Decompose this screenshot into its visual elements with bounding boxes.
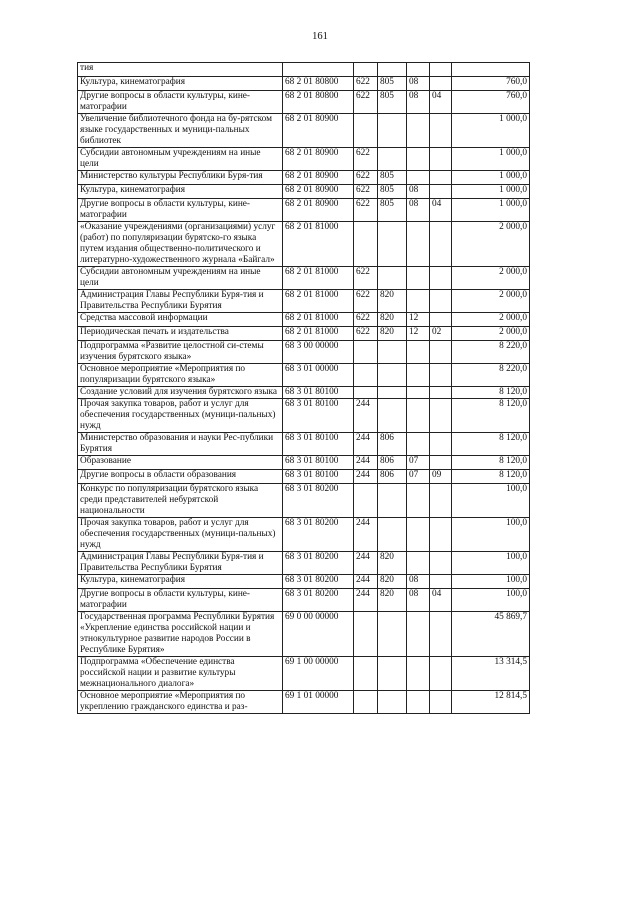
cell-name: Подпрограмма «Развитие целостной си-стемы изучения бурятского языка» bbox=[78, 341, 283, 364]
cell-section bbox=[407, 691, 430, 714]
cell-kvr bbox=[354, 341, 378, 364]
table-row bbox=[78, 341, 530, 364]
cell-section bbox=[407, 267, 430, 290]
cell-ministry: 806 bbox=[378, 470, 407, 484]
cell-section: 08 bbox=[407, 575, 430, 589]
cell-name: Министерство образования и науки Рес-публики Бурятия bbox=[78, 433, 283, 456]
cell-name: Другие вопросы в области культуры, кине-матографии bbox=[78, 589, 283, 612]
cell-amount: 8 120,0 bbox=[452, 433, 530, 456]
cell-amount: 1 000,0 bbox=[452, 185, 530, 199]
cell-kvr: 244 bbox=[354, 399, 378, 433]
cell-amount: 100,0 bbox=[452, 518, 530, 552]
cell-ministry bbox=[378, 114, 407, 148]
cell-kvr: 244 bbox=[354, 575, 378, 589]
table-row bbox=[78, 222, 530, 267]
table-row bbox=[78, 91, 530, 114]
cell-name: Образование bbox=[78, 456, 283, 470]
cell-kvr: 622 bbox=[354, 91, 378, 114]
cell-code: 68 3 01 80200 bbox=[283, 484, 354, 518]
cell-code: 68 3 01 80100 bbox=[283, 456, 354, 470]
cell-subsection bbox=[430, 63, 452, 77]
cell-code: 68 3 01 80200 bbox=[283, 552, 354, 575]
table-row bbox=[78, 575, 530, 589]
cell-subsection bbox=[430, 341, 452, 364]
cell-subsection bbox=[430, 518, 452, 552]
cell-ministry bbox=[378, 484, 407, 518]
cell-kvr: 622 bbox=[354, 199, 378, 222]
cell-code: 69 1 01 00000 bbox=[283, 691, 354, 714]
cell-ministry: 805 bbox=[378, 77, 407, 91]
cell-section bbox=[407, 399, 430, 433]
cell-name: Прочая закупка товаров, работ и услуг для обеспечения государственных (муници-пальных) нужд bbox=[78, 518, 283, 552]
cell-subsection bbox=[430, 290, 452, 313]
cell-subsection bbox=[430, 171, 452, 185]
cell-amount: 12 814,5 bbox=[452, 691, 530, 714]
cell-subsection bbox=[430, 77, 452, 91]
cell-ministry bbox=[378, 387, 407, 399]
cell-name: «Оказание учреждениями (организациями) услуг (работ) по популяризации бурятско-го языка путем издания общественно-политического и литературно-художественного журнала «Байгал» bbox=[78, 222, 283, 267]
cell-ministry: 805 bbox=[378, 91, 407, 114]
cell-code: 68 2 01 80900 bbox=[283, 114, 354, 148]
cell-subsection bbox=[430, 612, 452, 657]
cell-amount: 1 000,0 bbox=[452, 171, 530, 185]
budget-table-body bbox=[78, 63, 530, 714]
cell-ministry: 820 bbox=[378, 290, 407, 313]
cell-ministry: 806 bbox=[378, 456, 407, 470]
cell-code: 68 2 01 81000 bbox=[283, 290, 354, 313]
cell-code: 68 2 01 80900 bbox=[283, 199, 354, 222]
cell-code: 68 2 01 80900 bbox=[283, 185, 354, 199]
table-row bbox=[78, 364, 530, 387]
table-row bbox=[78, 114, 530, 148]
cell-kvr bbox=[354, 657, 378, 691]
cell-subsection bbox=[430, 657, 452, 691]
table-row bbox=[78, 77, 530, 91]
cell-code: 68 3 01 80100 bbox=[283, 470, 354, 484]
cell-kvr: 244 bbox=[354, 552, 378, 575]
cell-amount: 45 869,7 bbox=[452, 612, 530, 657]
cell-name: Другие вопросы в области образования bbox=[78, 470, 283, 484]
cell-code: 68 3 01 80100 bbox=[283, 433, 354, 456]
cell-kvr: 244 bbox=[354, 589, 378, 612]
cell-code: 68 2 01 81000 bbox=[283, 327, 354, 341]
cell-ministry bbox=[378, 63, 407, 77]
cell-amount: 8 120,0 bbox=[452, 470, 530, 484]
cell-subsection bbox=[430, 399, 452, 433]
cell-name: Основное мероприятие «Мероприятия по укреплению гражданского единства и раз- bbox=[78, 691, 283, 714]
cell-subsection bbox=[430, 114, 452, 148]
cell-subsection bbox=[430, 691, 452, 714]
cell-ministry: 820 bbox=[378, 327, 407, 341]
table-row bbox=[78, 612, 530, 657]
cell-subsection bbox=[430, 364, 452, 387]
cell-section bbox=[407, 63, 430, 77]
cell-section bbox=[407, 114, 430, 148]
cell-section: 08 bbox=[407, 185, 430, 199]
cell-code: 68 3 00 00000 bbox=[283, 341, 354, 364]
cell-section: 08 bbox=[407, 77, 430, 91]
cell-ministry: 805 bbox=[378, 199, 407, 222]
cell-subsection bbox=[430, 575, 452, 589]
cell-code bbox=[283, 63, 354, 77]
cell-name: Средства массовой информации bbox=[78, 313, 283, 327]
cell-subsection: 04 bbox=[430, 199, 452, 222]
cell-code: 68 3 01 80100 bbox=[283, 387, 354, 399]
table-row bbox=[78, 589, 530, 612]
cell-ministry bbox=[378, 612, 407, 657]
cell-section bbox=[407, 290, 430, 313]
cell-section: 08 bbox=[407, 199, 430, 222]
cell-kvr: 622 bbox=[354, 290, 378, 313]
cell-name: Субсидии автономным учреждениям на иные цели bbox=[78, 148, 283, 171]
cell-name: Подпрограмма «Обеспечение единства российской нации и развитие культуры межнационального диалога» bbox=[78, 657, 283, 691]
cell-subsection: 04 bbox=[430, 91, 452, 114]
cell-kvr: 622 bbox=[354, 77, 378, 91]
cell-section bbox=[407, 484, 430, 518]
cell-ministry bbox=[378, 399, 407, 433]
cell-amount: 1 000,0 bbox=[452, 199, 530, 222]
cell-ministry: 820 bbox=[378, 575, 407, 589]
cell-section: 08 bbox=[407, 91, 430, 114]
table-row bbox=[78, 552, 530, 575]
table-row bbox=[78, 63, 530, 77]
cell-amount: 100,0 bbox=[452, 575, 530, 589]
cell-code: 68 2 01 80900 bbox=[283, 148, 354, 171]
cell-kvr: 244 bbox=[354, 433, 378, 456]
cell-ministry bbox=[378, 148, 407, 171]
cell-code: 68 3 01 00000 bbox=[283, 364, 354, 387]
cell-amount: 1 000,0 bbox=[452, 114, 530, 148]
cell-name: Администрация Главы Республики Буря-тия и Правительства Республики Бурятия bbox=[78, 290, 283, 313]
cell-amount: 2 000,0 bbox=[452, 327, 530, 341]
table-row bbox=[78, 657, 530, 691]
cell-subsection bbox=[430, 313, 452, 327]
table-row bbox=[78, 433, 530, 456]
cell-amount: 8 120,0 bbox=[452, 456, 530, 470]
table-row bbox=[78, 518, 530, 552]
cell-section bbox=[407, 341, 430, 364]
cell-subsection bbox=[430, 185, 452, 199]
cell-name: Культура, кинематография bbox=[78, 575, 283, 589]
cell-kvr: 622 bbox=[354, 267, 378, 290]
cell-amount: 8 120,0 bbox=[452, 399, 530, 433]
cell-code: 68 3 01 80200 bbox=[283, 518, 354, 552]
cell-ministry: 820 bbox=[378, 313, 407, 327]
cell-amount: 1 000,0 bbox=[452, 148, 530, 171]
cell-name: Культура, кинематография bbox=[78, 77, 283, 91]
cell-code: 69 1 00 00000 bbox=[283, 657, 354, 691]
cell-kvr: 622 bbox=[354, 171, 378, 185]
table-row bbox=[78, 456, 530, 470]
cell-ministry bbox=[378, 341, 407, 364]
cell-ministry: 805 bbox=[378, 171, 407, 185]
cell-kvr bbox=[354, 612, 378, 657]
cell-subsection bbox=[430, 456, 452, 470]
cell-subsection bbox=[430, 387, 452, 399]
cell-name: Государственная программа Республики Бурятия «Укрепление единства российской нации и этнокультурное развитие народов России в Республике Бурятия» bbox=[78, 612, 283, 657]
cell-subsection bbox=[430, 267, 452, 290]
cell-kvr bbox=[354, 691, 378, 714]
cell-kvr: 622 bbox=[354, 313, 378, 327]
cell-section: 12 bbox=[407, 327, 430, 341]
cell-kvr bbox=[354, 114, 378, 148]
table-row bbox=[78, 399, 530, 433]
cell-subsection bbox=[430, 148, 452, 171]
cell-amount: 13 314,5 bbox=[452, 657, 530, 691]
cell-section bbox=[407, 364, 430, 387]
table-row bbox=[78, 148, 530, 171]
cell-amount: 8 220,0 bbox=[452, 364, 530, 387]
cell-subsection bbox=[430, 222, 452, 267]
cell-code: 68 3 01 80100 bbox=[283, 399, 354, 433]
cell-kvr: 244 bbox=[354, 470, 378, 484]
cell-name: Периодическая печать и издательства bbox=[78, 327, 283, 341]
cell-section bbox=[407, 552, 430, 575]
cell-section bbox=[407, 387, 430, 399]
cell-section bbox=[407, 222, 430, 267]
cell-section bbox=[407, 657, 430, 691]
cell-amount: 8 120,0 bbox=[452, 387, 530, 399]
cell-ministry: 806 bbox=[378, 433, 407, 456]
cell-section: 07 bbox=[407, 456, 430, 470]
cell-code: 68 3 01 80200 bbox=[283, 575, 354, 589]
table-row bbox=[78, 484, 530, 518]
cell-amount: 100,0 bbox=[452, 552, 530, 575]
cell-ministry: 820 bbox=[378, 552, 407, 575]
page-number: 161 bbox=[312, 31, 328, 42]
table-row bbox=[78, 387, 530, 399]
table-row bbox=[78, 327, 530, 341]
cell-kvr bbox=[354, 63, 378, 77]
table-row bbox=[78, 470, 530, 484]
cell-ministry bbox=[378, 364, 407, 387]
cell-amount: 8 220,0 bbox=[452, 341, 530, 364]
cell-name: Министерство культуры Республики Буря-тия bbox=[78, 171, 283, 185]
cell-ministry bbox=[378, 518, 407, 552]
cell-amount: 760,0 bbox=[452, 91, 530, 114]
table-row bbox=[78, 199, 530, 222]
cell-section bbox=[407, 171, 430, 185]
cell-subsection: 04 bbox=[430, 589, 452, 612]
table-row bbox=[78, 290, 530, 313]
cell-code: 68 2 01 80800 bbox=[283, 91, 354, 114]
cell-ministry bbox=[378, 657, 407, 691]
cell-subsection: 02 bbox=[430, 327, 452, 341]
cell-code: 68 2 01 80900 bbox=[283, 171, 354, 185]
cell-kvr bbox=[354, 484, 378, 518]
cell-name: Создание условий для изучения бурятского языка bbox=[78, 387, 283, 399]
cell-kvr: 622 bbox=[354, 327, 378, 341]
cell-name: Прочая закупка товаров, работ и услуг для обеспечения государственных (муници-пальных) нужд bbox=[78, 399, 283, 433]
cell-subsection bbox=[430, 484, 452, 518]
cell-section bbox=[407, 612, 430, 657]
table-row bbox=[78, 691, 530, 714]
cell-amount: 2 000,0 bbox=[452, 267, 530, 290]
cell-name: Основное мероприятие «Мероприятия по популяризации бурятского языка» bbox=[78, 364, 283, 387]
budget-table bbox=[77, 62, 530, 714]
cell-section: 07 bbox=[407, 470, 430, 484]
cell-name: Конкурс по популяризации бурятского языка среди представителей небурятской национальности bbox=[78, 484, 283, 518]
cell-subsection: 09 bbox=[430, 470, 452, 484]
cell-code: 68 2 01 81000 bbox=[283, 313, 354, 327]
cell-kvr: 244 bbox=[354, 518, 378, 552]
cell-code: 68 2 01 81000 bbox=[283, 267, 354, 290]
cell-name: тия bbox=[78, 63, 283, 77]
cell-kvr bbox=[354, 222, 378, 267]
cell-amount: 2 000,0 bbox=[452, 222, 530, 267]
cell-ministry bbox=[378, 222, 407, 267]
table-row bbox=[78, 185, 530, 199]
cell-amount: 2 000,0 bbox=[452, 290, 530, 313]
cell-amount: 100,0 bbox=[452, 484, 530, 518]
cell-code: 68 3 01 80200 bbox=[283, 589, 354, 612]
cell-section: 12 bbox=[407, 313, 430, 327]
cell-name: Культура, кинематография bbox=[78, 185, 283, 199]
cell-name: Другие вопросы в области культуры, кине-матографии bbox=[78, 91, 283, 114]
cell-kvr bbox=[354, 364, 378, 387]
cell-amount: 100,0 bbox=[452, 589, 530, 612]
table-row bbox=[78, 313, 530, 327]
cell-ministry bbox=[378, 691, 407, 714]
cell-kvr: 622 bbox=[354, 148, 378, 171]
cell-name: Администрация Главы Республики Буря-тия и Правительства Республики Бурятия bbox=[78, 552, 283, 575]
cell-amount bbox=[452, 63, 530, 77]
cell-name: Другие вопросы в области культуры, кине-матографии bbox=[78, 199, 283, 222]
cell-name: Субсидии автономным учреждениям на иные цели bbox=[78, 267, 283, 290]
cell-section bbox=[407, 148, 430, 171]
cell-amount: 2 000,0 bbox=[452, 313, 530, 327]
cell-kvr: 244 bbox=[354, 456, 378, 470]
cell-name: Увеличение библиотечного фонда на бу-рятском языке государственных и муници-пальных библиотек bbox=[78, 114, 283, 148]
cell-amount: 760,0 bbox=[452, 77, 530, 91]
cell-code: 68 2 01 80800 bbox=[283, 77, 354, 91]
cell-kvr bbox=[354, 387, 378, 399]
cell-kvr: 622 bbox=[354, 185, 378, 199]
cell-ministry: 805 bbox=[378, 185, 407, 199]
table-row bbox=[78, 171, 530, 185]
cell-subsection bbox=[430, 433, 452, 456]
cell-section bbox=[407, 433, 430, 456]
cell-section bbox=[407, 518, 430, 552]
cell-section: 08 bbox=[407, 589, 430, 612]
cell-code: 69 0 00 00000 bbox=[283, 612, 354, 657]
cell-ministry bbox=[378, 267, 407, 290]
cell-subsection bbox=[430, 552, 452, 575]
table-row bbox=[78, 267, 530, 290]
cell-code: 68 2 01 81000 bbox=[283, 222, 354, 267]
cell-ministry: 820 bbox=[378, 589, 407, 612]
